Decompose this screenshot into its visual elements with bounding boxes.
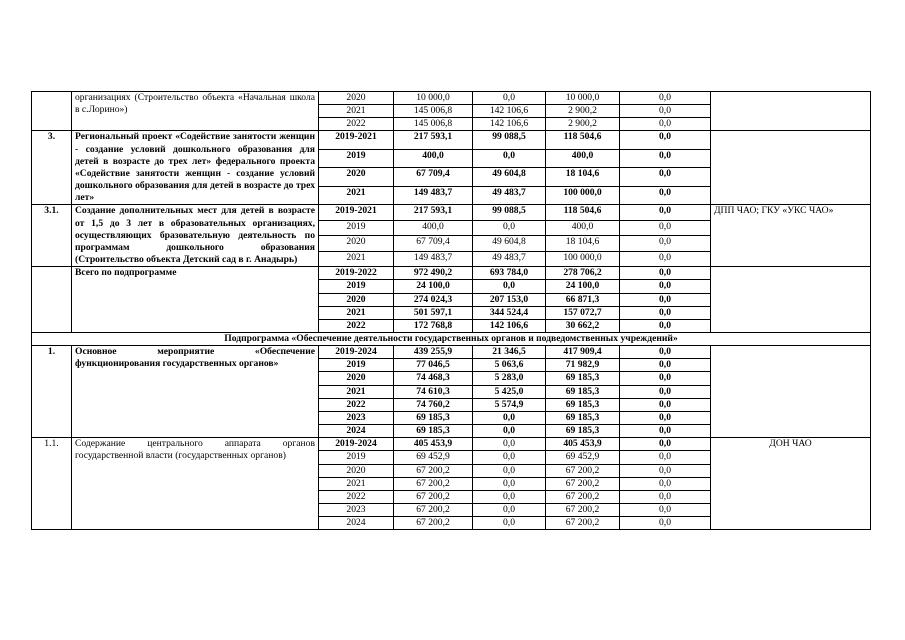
executor-cell bbox=[711, 346, 871, 438]
period-cell: 2021 bbox=[319, 477, 394, 490]
other-sources-cell: 0,0 bbox=[620, 186, 711, 204]
regional-budget-cell: 278 706,2 bbox=[546, 267, 620, 280]
period-cell: 2020 bbox=[319, 92, 394, 105]
other-sources-cell: 0,0 bbox=[620, 251, 711, 266]
federal-budget-cell: 0,0 bbox=[473, 490, 546, 503]
regional-budget-cell: 100 000,0 bbox=[546, 186, 620, 204]
total-cell: 74 760,2 bbox=[394, 398, 473, 411]
total-cell: 67 709,4 bbox=[394, 168, 473, 186]
other-sources-cell: 0,0 bbox=[620, 438, 711, 451]
regional-budget-cell: 400,0 bbox=[546, 220, 620, 235]
federal-budget-cell: 21 346,5 bbox=[473, 346, 546, 359]
period-cell: 2021 bbox=[319, 251, 394, 266]
table-row bbox=[32, 92, 871, 105]
federal-budget-cell: 99 088,5 bbox=[473, 131, 546, 149]
regional-budget-cell: 18 104,6 bbox=[546, 236, 620, 251]
federal-budget-cell: 693 784,0 bbox=[473, 267, 546, 280]
total-cell: 69 185,3 bbox=[394, 425, 473, 438]
federal-budget-cell: 0,0 bbox=[473, 220, 546, 235]
period-cell: 2021 bbox=[319, 105, 394, 118]
regional-budget-cell: 24 100,0 bbox=[546, 280, 620, 293]
period-cell: 2019-2024 bbox=[319, 346, 394, 359]
federal-budget-cell: 5 425,0 bbox=[473, 385, 546, 398]
federal-budget-cell: 0,0 bbox=[473, 411, 546, 424]
other-sources-cell: 0,0 bbox=[620, 280, 711, 293]
other-sources-cell: 0,0 bbox=[620, 267, 711, 280]
other-sources-cell: 0,0 bbox=[620, 131, 711, 149]
table-row bbox=[32, 438, 871, 451]
regional-budget-cell: 69 185,3 bbox=[546, 398, 620, 411]
other-sources-cell: 0,0 bbox=[620, 464, 711, 477]
federal-budget-cell: 142 106,6 bbox=[473, 105, 546, 118]
total-cell: 77 046,5 bbox=[394, 359, 473, 372]
period-cell: 2019-2021 bbox=[319, 205, 394, 220]
table-row bbox=[32, 131, 871, 149]
item-name: Основное мероприятие «Обеспечение функционирования государственных органов» bbox=[72, 346, 319, 438]
federal-budget-cell: 344 524,4 bbox=[473, 306, 546, 319]
table-body bbox=[32, 92, 871, 530]
other-sources-cell: 0,0 bbox=[620, 149, 711, 167]
total-cell: 74 610,3 bbox=[394, 385, 473, 398]
item-number: 3.1. bbox=[32, 205, 72, 267]
period-cell: 2020 bbox=[319, 293, 394, 306]
other-sources-cell: 0,0 bbox=[620, 504, 711, 517]
federal-budget-cell: 99 088,5 bbox=[473, 205, 546, 220]
period-cell: 2023 bbox=[319, 504, 394, 517]
federal-budget-cell: 0,0 bbox=[473, 280, 546, 293]
regional-budget-cell: 67 200,2 bbox=[546, 477, 620, 490]
total-cell: 405 453,9 bbox=[394, 438, 473, 451]
regional-budget-cell: 400,0 bbox=[546, 149, 620, 167]
total-cell: 217 593,1 bbox=[394, 205, 473, 220]
total-cell: 274 024,3 bbox=[394, 293, 473, 306]
other-sources-cell: 0,0 bbox=[620, 372, 711, 385]
other-sources-cell: 0,0 bbox=[620, 398, 711, 411]
other-sources-cell: 0,0 bbox=[620, 220, 711, 235]
federal-budget-cell: 0,0 bbox=[473, 504, 546, 517]
regional-budget-cell: 66 871,3 bbox=[546, 293, 620, 306]
executor-cell bbox=[711, 267, 871, 333]
regional-budget-cell: 69 185,3 bbox=[546, 372, 620, 385]
other-sources-cell: 0,0 bbox=[620, 425, 711, 438]
regional-budget-cell: 10 000,0 bbox=[546, 92, 620, 105]
federal-budget-cell: 0,0 bbox=[473, 92, 546, 105]
regional-budget-cell: 405 453,9 bbox=[546, 438, 620, 451]
item-name: Всего по подпрограмме bbox=[72, 267, 319, 333]
period-cell: 2020 bbox=[319, 372, 394, 385]
total-cell: 67 200,2 bbox=[394, 490, 473, 503]
other-sources-cell: 0,0 bbox=[620, 205, 711, 220]
total-cell: 10 000,0 bbox=[394, 92, 473, 105]
total-cell: 69 185,3 bbox=[394, 411, 473, 424]
regional-budget-cell: 118 504,6 bbox=[546, 131, 620, 149]
federal-budget-cell: 0,0 bbox=[473, 149, 546, 167]
regional-budget-cell: 18 104,6 bbox=[546, 168, 620, 186]
other-sources-cell: 0,0 bbox=[620, 490, 711, 503]
total-cell: 74 468,3 bbox=[394, 372, 473, 385]
total-cell: 439 255,9 bbox=[394, 346, 473, 359]
item-number: 3. bbox=[32, 131, 72, 205]
period-cell: 2019-2022 bbox=[319, 267, 394, 280]
regional-budget-cell: 69 185,3 bbox=[546, 385, 620, 398]
period-cell: 2021 bbox=[319, 385, 394, 398]
period-cell: 2020 bbox=[319, 464, 394, 477]
federal-budget-cell: 49 604,8 bbox=[473, 168, 546, 186]
period-cell: 2022 bbox=[319, 118, 394, 131]
executor-cell bbox=[711, 131, 871, 205]
other-sources-cell: 0,0 bbox=[620, 319, 711, 332]
budget-table bbox=[31, 91, 871, 530]
regional-budget-cell: 2 900,2 bbox=[546, 118, 620, 131]
regional-budget-cell: 118 504,6 bbox=[546, 205, 620, 220]
item-number bbox=[32, 92, 72, 131]
total-cell: 67 200,2 bbox=[394, 504, 473, 517]
subprogram-title: Подпрограмма «Обеспечение деятельности государственных органов и подведомственных учреждений» bbox=[32, 332, 871, 345]
item-number: 1.1. bbox=[32, 438, 72, 530]
regional-budget-cell: 67 200,2 bbox=[546, 464, 620, 477]
regional-budget-cell: 2 900,2 bbox=[546, 105, 620, 118]
federal-budget-cell: 49 483,7 bbox=[473, 251, 546, 266]
federal-budget-cell: 0,0 bbox=[473, 517, 546, 530]
federal-budget-cell: 0,0 bbox=[473, 425, 546, 438]
federal-budget-cell: 0,0 bbox=[473, 451, 546, 464]
period-cell: 2022 bbox=[319, 398, 394, 411]
federal-budget-cell: 5 574,9 bbox=[473, 398, 546, 411]
period-cell: 2019 bbox=[319, 149, 394, 167]
regional-budget-cell: 67 200,2 bbox=[546, 504, 620, 517]
federal-budget-cell: 142 106,6 bbox=[473, 118, 546, 131]
item-name: Создание дополнительных мест для детей в возрасте от 1,5 до 3 лет в образовательных организациях, осуществляющих бразовательную деятельность по программам дошкольного образования (Строительство объекта Детский сад в г. Анадырь) bbox=[72, 205, 319, 267]
period-cell: 2019-2024 bbox=[319, 438, 394, 451]
period-cell: 2019 bbox=[319, 359, 394, 372]
item-number bbox=[32, 267, 72, 333]
total-cell: 217 593,1 bbox=[394, 131, 473, 149]
regional-budget-cell: 100 000,0 bbox=[546, 251, 620, 266]
total-cell: 149 483,7 bbox=[394, 186, 473, 204]
other-sources-cell: 0,0 bbox=[620, 359, 711, 372]
regional-budget-cell: 67 200,2 bbox=[546, 517, 620, 530]
period-cell: 2024 bbox=[319, 425, 394, 438]
regional-budget-cell: 417 909,4 bbox=[546, 346, 620, 359]
period-cell: 2022 bbox=[319, 490, 394, 503]
total-cell: 24 100,0 bbox=[394, 280, 473, 293]
period-cell: 2023 bbox=[319, 411, 394, 424]
total-cell: 400,0 bbox=[394, 149, 473, 167]
item-number: 1. bbox=[32, 346, 72, 438]
period-cell: 2024 bbox=[319, 517, 394, 530]
period-cell: 2019 bbox=[319, 451, 394, 464]
regional-budget-cell: 69 185,3 bbox=[546, 411, 620, 424]
total-cell: 145 006,8 bbox=[394, 118, 473, 131]
total-cell: 149 483,7 bbox=[394, 251, 473, 266]
total-cell: 67 709,4 bbox=[394, 236, 473, 251]
other-sources-cell: 0,0 bbox=[620, 477, 711, 490]
federal-budget-cell: 49 483,7 bbox=[473, 186, 546, 204]
total-cell: 400,0 bbox=[394, 220, 473, 235]
table-row bbox=[32, 205, 871, 220]
other-sources-cell: 0,0 bbox=[620, 118, 711, 131]
executor-cell: ДОН ЧАО bbox=[711, 438, 871, 530]
period-cell: 2019 bbox=[319, 280, 394, 293]
item-name: организациях (Строительство объекта «Начальная школа в с.Лорино») bbox=[72, 92, 319, 131]
total-cell: 172 768,8 bbox=[394, 319, 473, 332]
federal-budget-cell: 0,0 bbox=[473, 477, 546, 490]
table-row bbox=[32, 267, 871, 280]
other-sources-cell: 0,0 bbox=[620, 92, 711, 105]
regional-budget-cell: 157 072,7 bbox=[546, 306, 620, 319]
federal-budget-cell: 0,0 bbox=[473, 438, 546, 451]
other-sources-cell: 0,0 bbox=[620, 236, 711, 251]
other-sources-cell: 0,0 bbox=[620, 306, 711, 319]
period-cell: 2019 bbox=[319, 220, 394, 235]
executor-cell bbox=[711, 92, 871, 131]
item-name: Региональный проект «Содействие занятости женщин - создание условий дошкольного образования для детей в возрасте до трех лет» федерального проекта «Содействие занятости женщин - создание условий дошкольного образования для детей в возрасте до трех лет» bbox=[72, 131, 319, 205]
other-sources-cell: 0,0 bbox=[620, 293, 711, 306]
table-row bbox=[32, 346, 871, 359]
other-sources-cell: 0,0 bbox=[620, 451, 711, 464]
period-cell: 2021 bbox=[319, 306, 394, 319]
total-cell: 67 200,2 bbox=[394, 464, 473, 477]
other-sources-cell: 0,0 bbox=[620, 105, 711, 118]
federal-budget-cell: 142 106,6 bbox=[473, 319, 546, 332]
federal-budget-cell: 207 153,0 bbox=[473, 293, 546, 306]
section-header-row bbox=[32, 332, 871, 345]
other-sources-cell: 0,0 bbox=[620, 346, 711, 359]
total-cell: 501 597,1 bbox=[394, 306, 473, 319]
other-sources-cell: 0,0 bbox=[620, 411, 711, 424]
federal-budget-cell: 49 604,8 bbox=[473, 236, 546, 251]
total-cell: 67 200,2 bbox=[394, 517, 473, 530]
total-cell: 972 490,2 bbox=[394, 267, 473, 280]
other-sources-cell: 0,0 bbox=[620, 385, 711, 398]
period-cell: 2020 bbox=[319, 236, 394, 251]
period-cell: 2019-2021 bbox=[319, 131, 394, 149]
federal-budget-cell: 5 063,6 bbox=[473, 359, 546, 372]
total-cell: 69 452,9 bbox=[394, 451, 473, 464]
regional-budget-cell: 69 452,9 bbox=[546, 451, 620, 464]
period-cell: 2022 bbox=[319, 319, 394, 332]
executor-cell: ДПП ЧАО; ГКУ «УКС ЧАО» bbox=[711, 205, 871, 267]
total-cell: 145 006,8 bbox=[394, 105, 473, 118]
regional-budget-cell: 71 982,9 bbox=[546, 359, 620, 372]
regional-budget-cell: 69 185,3 bbox=[546, 425, 620, 438]
period-cell: 2020 bbox=[319, 168, 394, 186]
federal-budget-cell: 5 283,0 bbox=[473, 372, 546, 385]
item-name: Содержание центрального аппарата органов государственной власти (государственных органов) bbox=[72, 438, 319, 530]
regional-budget-cell: 30 662,2 bbox=[546, 319, 620, 332]
federal-budget-cell: 0,0 bbox=[473, 464, 546, 477]
other-sources-cell: 0,0 bbox=[620, 517, 711, 530]
period-cell: 2021 bbox=[319, 186, 394, 204]
total-cell: 67 200,2 bbox=[394, 477, 473, 490]
other-sources-cell: 0,0 bbox=[620, 168, 711, 186]
regional-budget-cell: 67 200,2 bbox=[546, 490, 620, 503]
